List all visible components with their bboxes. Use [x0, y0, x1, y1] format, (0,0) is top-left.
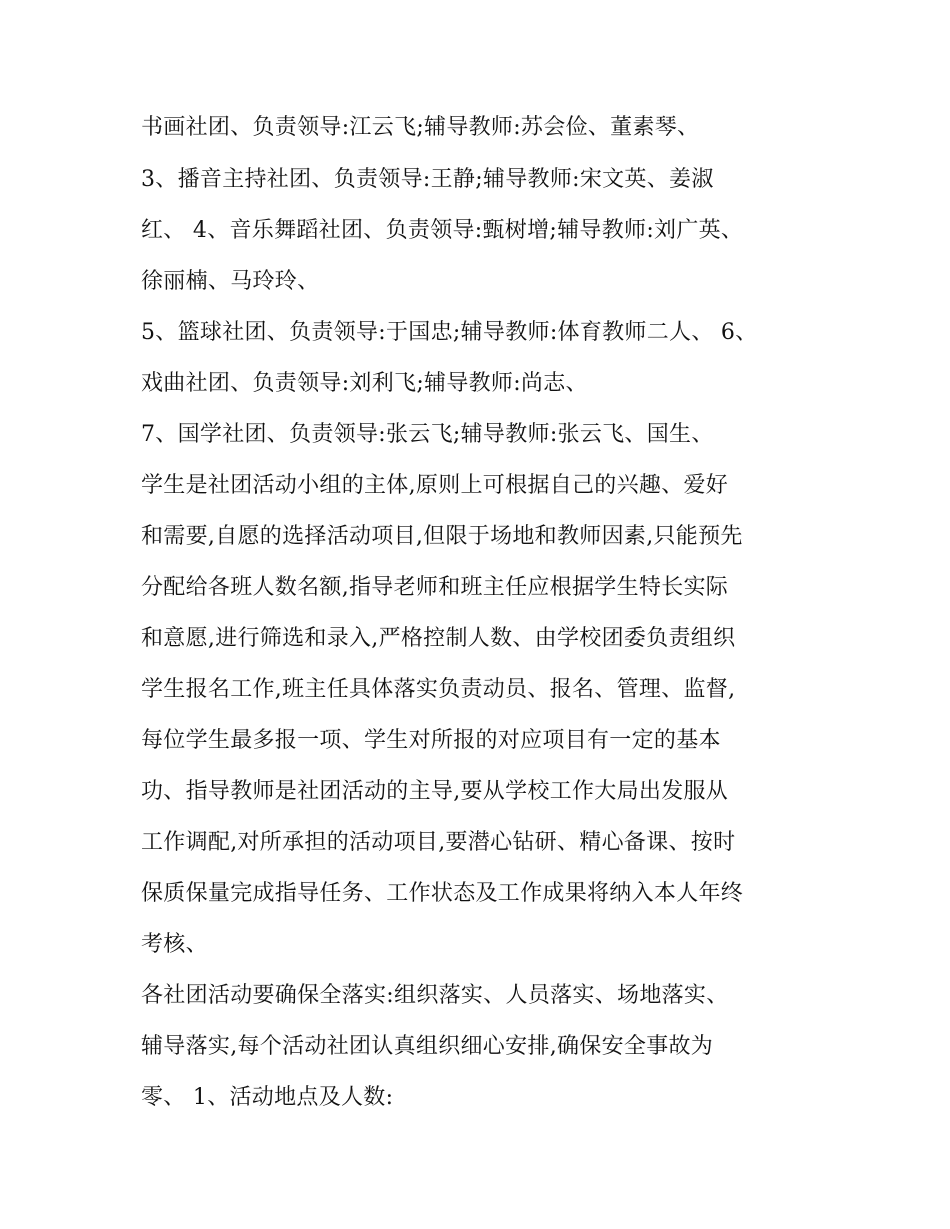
text-line: 考核、 — [141, 932, 208, 957]
text-line: 学生报名工作,班主任具体落实负责动员、报名、管理、监督, — [141, 677, 736, 702]
text-line: 分配给各班人数名额,指导老师和班主任应根据学生特长实际 — [141, 575, 729, 600]
text-line: 3、播音主持社团、负责领导:王静;辅导教师:宋文英、姜淑 — [141, 167, 714, 192]
text-line: 和意愿,进行筛选和录入,严格控制人数、由学校团委负责组织 — [141, 626, 736, 651]
text-line: 功、指导教师是社团活动的主导,要从学校工作大局出发服从 — [141, 779, 729, 804]
text-line: 各社团活动要确保全落实:组织落实、人员落实、场地落实、 — [141, 983, 729, 1008]
text-line: 辅导落实,每个活动社团认真组织细心安排,确保安全事故为 — [141, 1034, 714, 1059]
text-line: 书画社团、负责领导:江云飞;辅导教师:苏会俭、董素琴、 — [141, 115, 700, 140]
text-line: 红、 4、音乐舞蹈社团、负责领导:甄树增;辅导教师:刘广英、 — [141, 218, 744, 243]
text-line: 保质保量完成指导任务、工作状态及工作成果将纳入本人年终 — [141, 881, 744, 906]
text-line: 5、篮球社团、负责领导:于国忠;辅导教师:体育教师二人、 6、 — [141, 320, 758, 345]
text-line: 学生是社团活动小组的主体,原则上可根据自己的兴趣、爱好 — [141, 473, 729, 498]
text-line: 每位学生最多报一项、学生对所报的对应项目有一定的基本 — [141, 728, 721, 753]
text-line: 徐丽楠、马玲玲、 — [141, 269, 320, 294]
text-line: 7、国学社团、负责领导:张云飞;辅导教师:张云飞、国生、 — [141, 422, 714, 447]
text-line: 戏曲社团、负责领导:刘利飞;辅导教师:尚志、 — [141, 371, 588, 396]
text-line: 零、 1、活动地点及人数: — [141, 1085, 394, 1110]
text-line: 工作调配,对所承担的活动项目,要潜心钻研、精心备课、按时 — [141, 830, 736, 855]
text-line: 和需要,自愿的选择活动项目,但限于场地和教师因素,只能预先 — [141, 524, 743, 549]
